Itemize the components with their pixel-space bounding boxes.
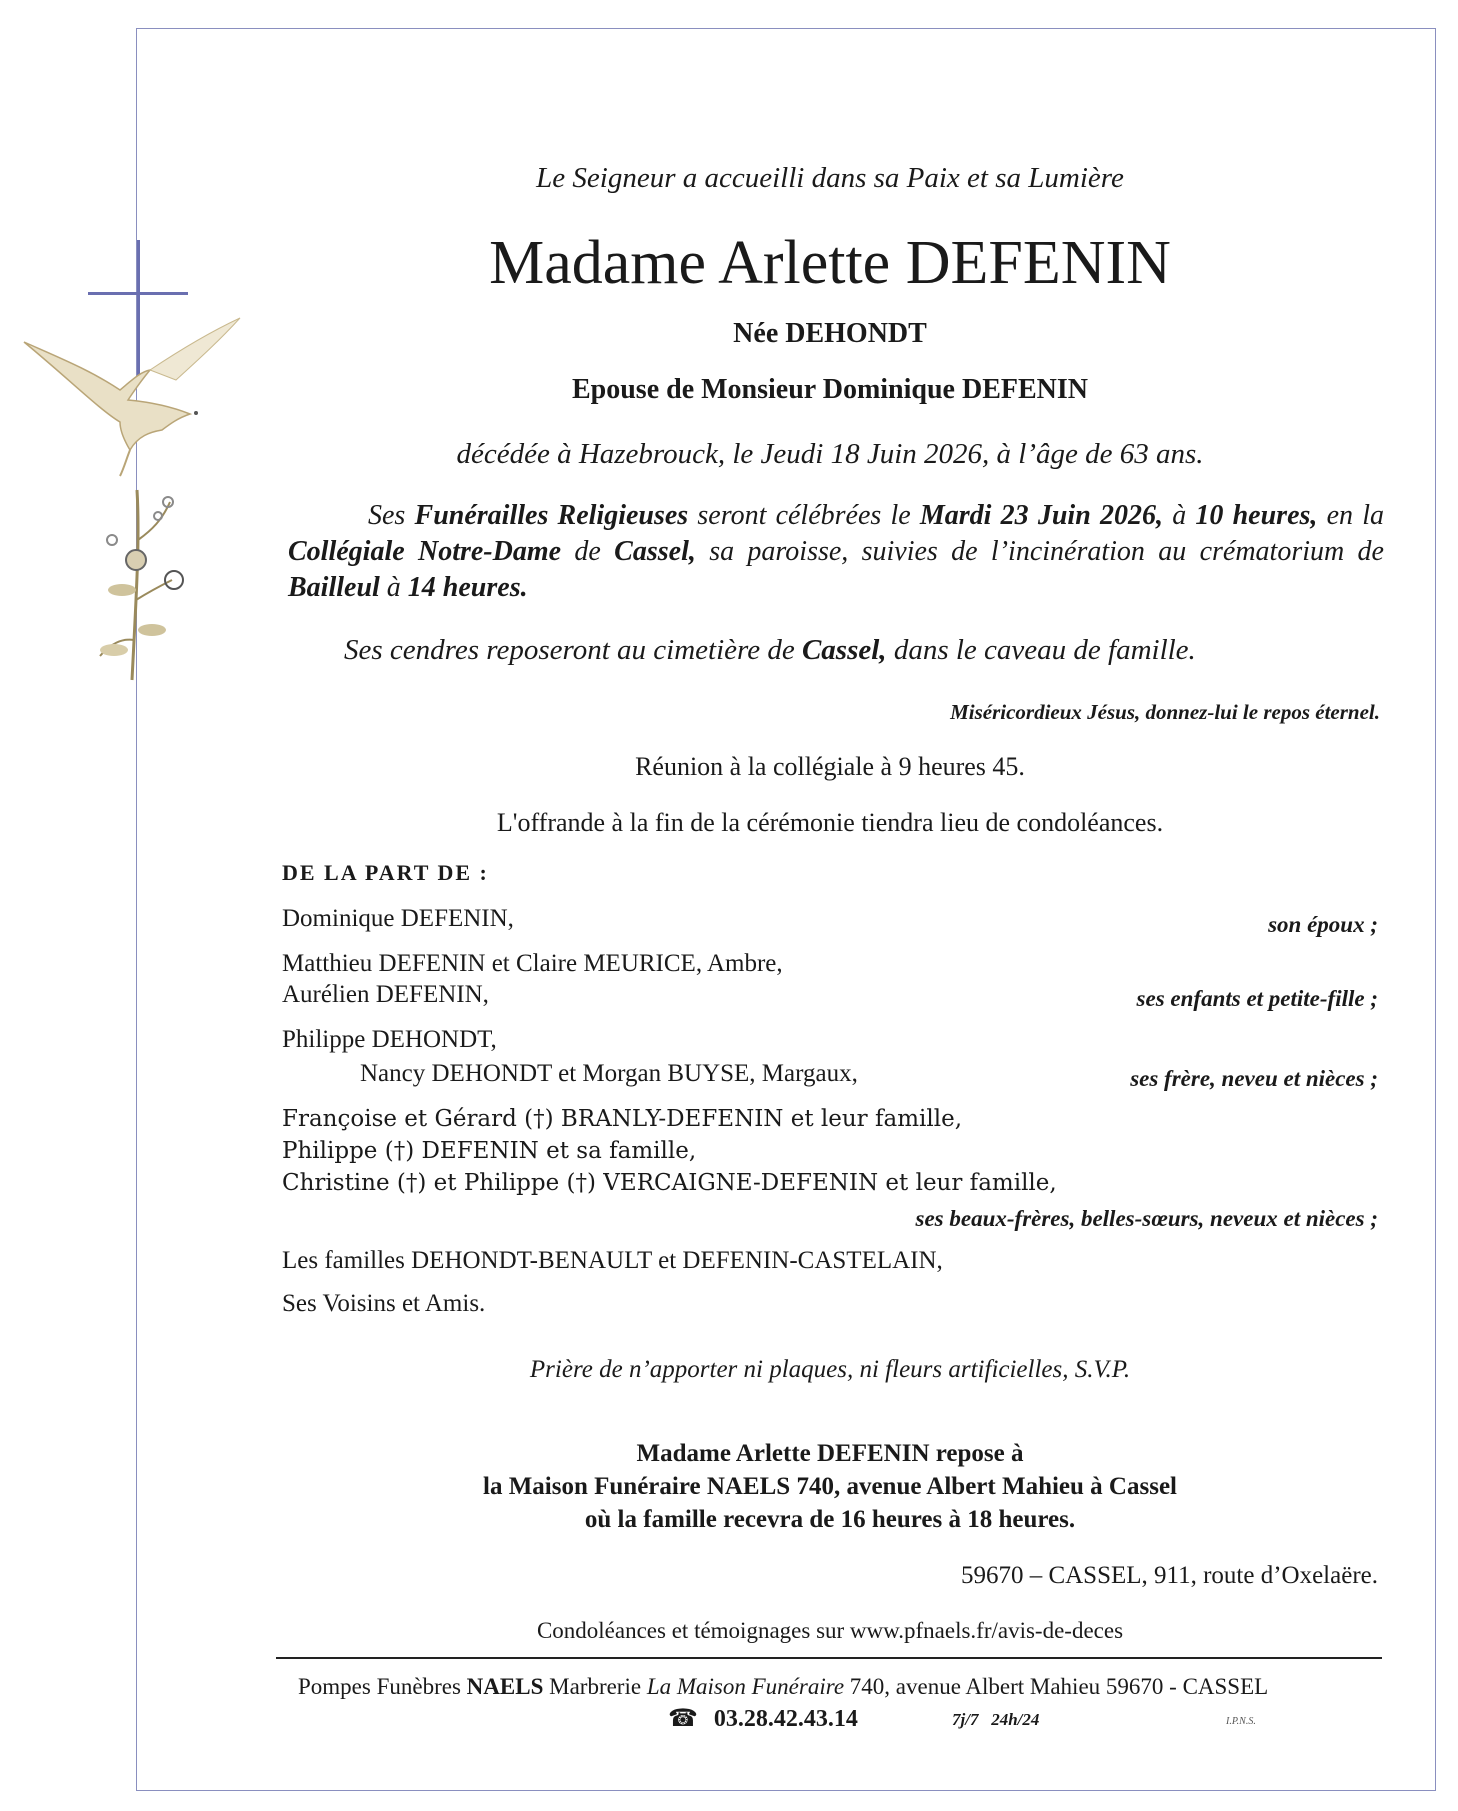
town-name: Cassel,	[614, 536, 696, 567]
relation-label: son époux ;	[1268, 912, 1378, 937]
family-line: Nancy DEHONDT et Morgan BUYSE, Margaux,	[360, 1060, 858, 1087]
flower-icon	[92, 480, 202, 690]
funeral-text: Ses	[368, 500, 415, 531]
ashes-text: dans le caveau de famille.	[886, 634, 1196, 666]
flowers-request: Prière de n’apporter ni plaques, ni fleurs artificielles, S.V.P.	[529, 1356, 1131, 1383]
funeral-home-brand: La Maison Funéraire	[646, 1674, 845, 1699]
opening-hours: 7j/7 24h/24	[952, 1710, 1040, 1729]
family-line: Dominique DEFENIN,	[282, 905, 514, 932]
family-line: Philippe DEHONDT,	[282, 1026, 497, 1053]
cemetery-town: Cassel,	[801, 634, 887, 666]
phone-icon: ☎	[668, 1704, 698, 1732]
funeral-text: de	[561, 536, 615, 567]
family-line: Françoise et Gérard (†) BRANLY-DEFENIN et leur famille,	[282, 1106, 963, 1132]
funeral-paragraph	[288, 498, 1384, 606]
footer-divider	[276, 1657, 1382, 1659]
footer-address: 740, avenue Albert Mahieu 59670 - CASSEL	[844, 1674, 1269, 1699]
family-line: Les familles DEHONDT-BENAULT et DEFENIN-CASTELAIN,	[282, 1247, 943, 1274]
deceased-name: Madame Arlette DEFENIN	[489, 229, 1171, 297]
maiden-name: Née DEHONDT	[733, 318, 927, 349]
funeral-home-line	[298, 1674, 1268, 1700]
family-line: Ses Voisins et Amis.	[282, 1290, 486, 1317]
ashes-line	[344, 634, 1196, 667]
funeral-text: sa paroisse, suivies de l’incinération au crématorium de	[695, 536, 1384, 567]
family-line: Philippe (†) DEFENIN et sa famille,	[282, 1138, 697, 1164]
cremation-time: 14 heures.	[407, 572, 528, 603]
condolences-web: Condoléances et témoignages sur www.pfnaels.fr/avis-de-deces	[536, 1618, 1124, 1643]
family-line: Matthieu DEFENIN et Claire MEURICE, Ambre,	[282, 950, 783, 977]
cross-bar	[88, 292, 188, 295]
relation-label: ses enfants et petite-fille ;	[1136, 986, 1378, 1011]
funeral-home-name: NAELS	[466, 1674, 544, 1699]
relation-label: ses beaux-frères, belles-sœurs, neveux et nièces ;	[915, 1206, 1378, 1231]
funeral-time: 10 heures,	[1195, 500, 1318, 531]
crematorium-town: Bailleul	[288, 572, 380, 603]
funeral-text: à	[1163, 500, 1196, 531]
spouse-line: Epouse de Monsieur Dominique DEFENIN	[571, 374, 1088, 405]
funeral-text: Funérailles Religieuses	[414, 500, 689, 531]
prayer-line: Miséricordieux Jésus, donnez-lui le repos éternel.	[950, 700, 1380, 724]
footer-text: Marbrerie	[543, 1674, 647, 1699]
death-line: décédée à Hazebrouck, le Jeudi 18 Juin 2026, à l’âge de 63 ans.	[456, 438, 1204, 470]
family-line: Christine (†) et Philippe (†) VERCAIGNE-DEFENIN et leur famille,	[282, 1170, 1057, 1196]
epigraph: Le Seigneur a accueilli dans sa Paix et sa Lumière	[536, 162, 1124, 194]
church-name: Collégiale Notre-Dame	[288, 536, 562, 567]
phone-number: 03.28.42.43.14	[713, 1706, 858, 1732]
dove-icon	[20, 310, 250, 480]
meeting-line: Réunion à la collégiale à 9 heures 45.	[635, 752, 1025, 781]
funeral-text: en la	[1317, 500, 1385, 531]
printer-mark: I.P.N.S.	[1226, 1716, 1256, 1727]
family-line: Aurélien DEFENIN,	[282, 981, 489, 1008]
funeral-text: seront célébrées le	[688, 500, 920, 531]
relation-label: ses frère, neveu et nièces ;	[1130, 1066, 1378, 1091]
funeral-date: Mardi 23 Juin 2026,	[919, 500, 1163, 531]
family-address: 59670 – CASSEL, 911, route d’Oxelaëre.	[960, 1562, 1378, 1589]
phone-line	[668, 1704, 858, 1733]
family-heading: DE LA PART DE :	[282, 860, 489, 885]
offering-line: L'offrande à la fin de la cérémonie tiendra lieu de condoléances.	[496, 808, 1164, 837]
funeral-text: à	[379, 572, 408, 603]
rest-line: où la famille recevra de 16 heures à 18 heures.	[584, 1506, 1076, 1533]
ashes-text: Ses cendres reposeront au cimetière de	[344, 634, 802, 666]
rest-line: la Maison Funéraire NAELS 740, avenue Albert Mahieu à Cassel	[483, 1473, 1177, 1500]
rest-line: Madame Arlette DEFENIN repose à	[636, 1440, 1024, 1467]
footer-text: Pompes Funèbres	[298, 1674, 467, 1699]
